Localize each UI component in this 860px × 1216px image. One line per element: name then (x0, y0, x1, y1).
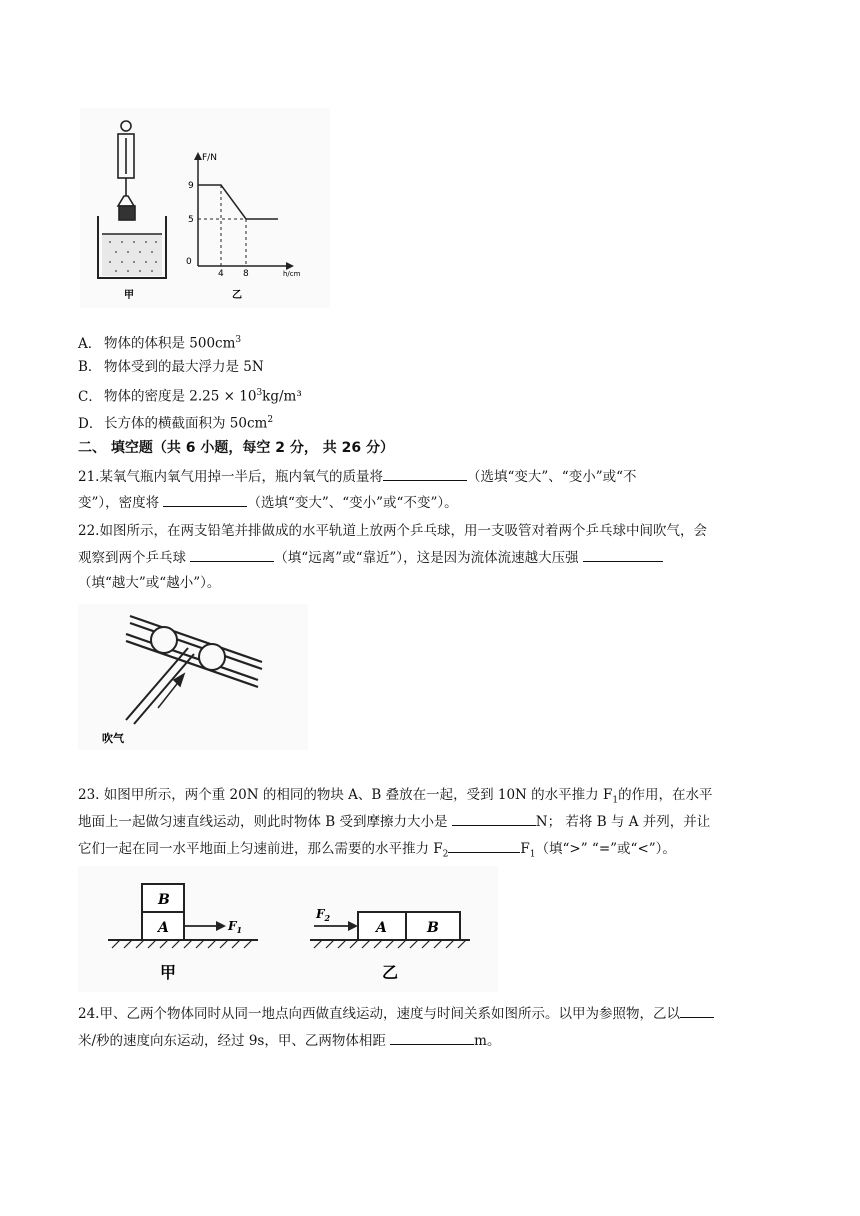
q22-figure (78, 604, 308, 750)
q23-blank-1[interactable] (452, 811, 536, 826)
origin-label: 0 (186, 257, 192, 267)
ping-pong-ball-2 (199, 644, 225, 670)
force-f1-label: $F_1$ (228, 919, 243, 935)
q21-blank-2[interactable] (163, 492, 247, 507)
y-tick-5: 5 (188, 215, 194, 225)
x-tick-8: 8 (243, 269, 249, 279)
option-a: A． 物体的体积是 $500cm^3$ (78, 335, 242, 352)
q22-blank-1[interactable] (190, 547, 274, 562)
option-b: B． 物体受到的最大浮力是 5N (78, 359, 264, 375)
x-tick-4: 4 (218, 269, 224, 279)
q22-blank-2[interactable] (583, 547, 663, 562)
q22-line2: 观察到两个乒乓球 （填“远离”或“靠近”），这是因为流体流速越大压强 (78, 547, 663, 568)
force-f2-label: $F_2$ (316, 907, 331, 923)
q24-blank-1[interactable] (680, 1003, 714, 1018)
q23-blank-2[interactable] (448, 838, 520, 853)
q23-line3: 它们一起在同一水平地面上匀速前进，那么需要的水平推力 $F_2$ $F_1$（填“>” “=”或“<”）。 (78, 838, 676, 865)
ping-pong-ball-1 (151, 627, 177, 653)
label-yi: 乙 (232, 290, 242, 301)
q24-line1: 24.甲、乙两个物体同时从同一地点向西做直线运动，速度与时间关系如图所示。以甲为参照物，乙以 (78, 1003, 714, 1024)
y-axis-unit: F/N (202, 153, 217, 163)
blow-label: 吹气 (102, 732, 124, 745)
q23-line1: 23. 如图甲所示，两个重 20N 的相同的物块 A、B 叠放在一起，受到 10N 的水平推力 $F_1$的作用，在水平 (78, 787, 713, 806)
section-heading: 二、 填空题（共 6 小题，每空 2 分， 共 26 分） (78, 440, 394, 456)
block-b2-label: B (427, 920, 439, 936)
option-d: D． 长方体的横截面积为 $50cm^2$ (78, 415, 274, 432)
q22-line1: 22.如图所示，在两支铅笔并排做成的水平轨道上放两个乒乓球，用一支吸管对着两个乒乓球中间吹气，会 (78, 523, 707, 539)
label-jia: 甲 (124, 290, 134, 301)
q24-blank-2[interactable] (390, 1030, 474, 1045)
label-jia-23: 甲 (160, 963, 177, 982)
block-b-label: B (158, 892, 170, 908)
q21-blank-1[interactable] (383, 466, 467, 481)
q23-figure (78, 866, 498, 992)
label-yi-23: 乙 (382, 963, 399, 982)
block-a-label: A (158, 920, 169, 936)
q20-figure (80, 108, 330, 308)
q22-line3: （填“越大”或“越小”）。 (78, 575, 221, 591)
q21-line2: 变”），密度将 （选填“变大”、“变小”或“不变”）。 (78, 492, 458, 513)
option-c: C． 物体的密度是 $2.25 \times 10^3kg/m^3$ (78, 388, 302, 405)
y-tick-9: 9 (188, 181, 194, 191)
q23-line2: 地面上一起做匀速直线运动，则此时物体 B 受到摩擦力大小是 N； 若将 B 与 A 并列，并让 (78, 811, 710, 832)
q21-line1: 21.某氧气瓶内氧气用掉一半后，瓶内氧气的质量将 （选填“变大”、“变小”或“不 (78, 466, 637, 487)
block-a2-label: A (376, 920, 387, 936)
q24-line2: 米/秒的速度向东运动，经过 9s，甲、乙两物体相距 m。 (78, 1030, 500, 1051)
x-axis-unit: h/cm (283, 270, 301, 278)
